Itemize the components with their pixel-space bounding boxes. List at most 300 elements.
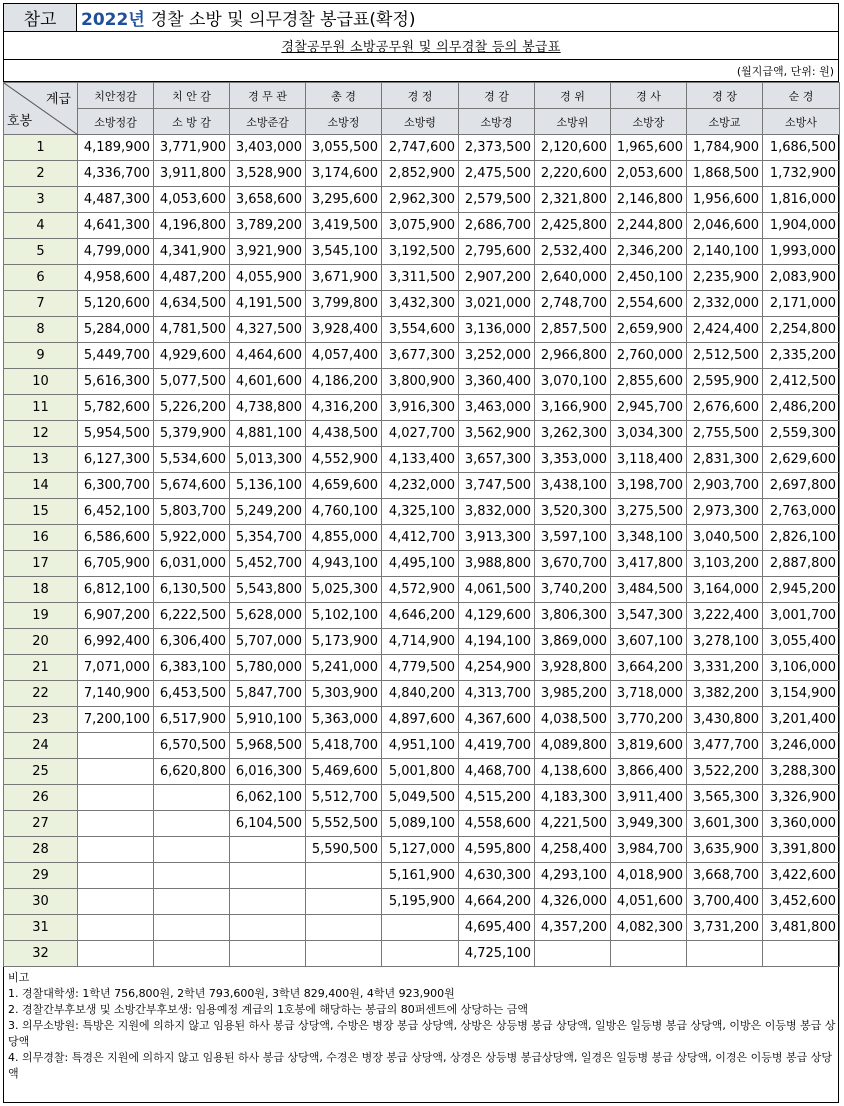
salary-cell: 4,341,900 xyxy=(154,239,230,265)
salary-cell xyxy=(230,889,306,915)
salary-cell: 5,363,000 xyxy=(306,707,382,733)
salary-cell: 4,412,700 xyxy=(382,525,459,551)
salary-cell: 4,951,100 xyxy=(382,733,459,759)
salary-cell: 3,222,400 xyxy=(687,603,763,629)
column-header-fire: 소방교 xyxy=(687,109,763,135)
salary-cell xyxy=(306,915,382,941)
salary-cell xyxy=(154,915,230,941)
salary-cell: 3,747,500 xyxy=(459,473,535,499)
salary-cell: 4,336,700 xyxy=(78,161,154,187)
salary-cell: 2,321,800 xyxy=(535,187,611,213)
salary-cell: 6,570,500 xyxy=(154,733,230,759)
salary-cell: 4,254,900 xyxy=(459,655,535,681)
salary-cell: 3,288,300 xyxy=(763,759,840,785)
salary-cell: 5,025,300 xyxy=(306,577,382,603)
salary-cell xyxy=(230,837,306,863)
salary-cell: 6,452,100 xyxy=(78,499,154,525)
salary-cell: 3,928,800 xyxy=(535,655,611,681)
table-row xyxy=(4,889,840,915)
salary-cell: 4,057,400 xyxy=(306,343,382,369)
salary-cell: 3,430,800 xyxy=(687,707,763,733)
step-cell: 30 xyxy=(4,889,78,915)
step-cell: 8 xyxy=(4,317,78,343)
salary-cell xyxy=(687,941,763,967)
salary-cell: 4,327,500 xyxy=(230,317,306,343)
salary-cell xyxy=(382,915,459,941)
salary-cell: 2,903,700 xyxy=(687,473,763,499)
salary-cell: 3,668,700 xyxy=(687,863,763,889)
salary-cell: 2,532,400 xyxy=(535,239,611,265)
salary-cell: 2,755,500 xyxy=(687,421,763,447)
salary-cell: 3,658,600 xyxy=(230,187,306,213)
salary-cell xyxy=(306,863,382,889)
salary-cell: 2,676,600 xyxy=(687,395,763,421)
step-cell: 5 xyxy=(4,239,78,265)
salary-cell: 2,760,000 xyxy=(611,343,687,369)
table-row xyxy=(4,863,840,889)
salary-cell: 6,517,900 xyxy=(154,707,230,733)
salary-cell: 3,262,300 xyxy=(535,421,611,447)
step-cell: 12 xyxy=(4,421,78,447)
step-cell: 9 xyxy=(4,343,78,369)
salary-cell: 2,945,200 xyxy=(763,577,840,603)
salary-cell: 4,929,600 xyxy=(154,343,230,369)
salary-cell: 2,220,600 xyxy=(535,161,611,187)
salary-cell: 2,973,300 xyxy=(687,499,763,525)
salary-cell: 3,192,500 xyxy=(382,239,459,265)
salary-cell: 4,897,600 xyxy=(382,707,459,733)
salary-cell: 4,326,000 xyxy=(535,889,611,915)
salary-cell: 5,922,000 xyxy=(154,525,230,551)
column-header-fire: 소 방 감 xyxy=(154,109,230,135)
salary-cell: 5,707,000 xyxy=(230,629,306,655)
salary-cell: 5,782,600 xyxy=(78,395,154,421)
salary-cell: 3,657,300 xyxy=(459,447,535,473)
salary-cell: 4,051,600 xyxy=(611,889,687,915)
salary-cell: 5,077,500 xyxy=(154,369,230,395)
unit-row xyxy=(4,60,838,82)
table-row xyxy=(4,291,840,317)
title-year: 2022년 xyxy=(81,10,145,30)
salary-cell: 5,628,000 xyxy=(230,603,306,629)
salary-cell: 4,487,200 xyxy=(154,265,230,291)
salary-cell: 5,552,500 xyxy=(306,811,382,837)
salary-cell: 5,136,100 xyxy=(230,473,306,499)
salary-cell: 5,674,600 xyxy=(154,473,230,499)
salary-cell: 2,831,300 xyxy=(687,447,763,473)
salary-cell: 2,907,200 xyxy=(459,265,535,291)
salary-cell: 4,595,800 xyxy=(459,837,535,863)
salary-cell: 5,910,100 xyxy=(230,707,306,733)
salary-cell xyxy=(78,785,154,811)
salary-cell: 5,968,500 xyxy=(230,733,306,759)
salary-cell: 3,916,300 xyxy=(382,395,459,421)
salary-cell: 3,422,600 xyxy=(763,863,840,889)
salary-cell: 3,522,200 xyxy=(687,759,763,785)
step-cell: 15 xyxy=(4,499,78,525)
salary-cell: 3,353,000 xyxy=(535,447,611,473)
salary-cell: 4,738,800 xyxy=(230,395,306,421)
salary-cell: 4,194,100 xyxy=(459,629,535,655)
salary-cell: 3,869,000 xyxy=(535,629,611,655)
salary-cell: 6,104,500 xyxy=(230,811,306,837)
salary-cell: 3,419,500 xyxy=(306,213,382,239)
salary-cell: 5,284,000 xyxy=(78,317,154,343)
salary-cell: 2,763,000 xyxy=(763,499,840,525)
salary-cell: 4,367,600 xyxy=(459,707,535,733)
salary-cell: 3,246,000 xyxy=(763,733,840,759)
salary-table-body xyxy=(4,135,840,967)
salary-cell: 4,258,400 xyxy=(535,837,611,863)
salary-cell: 6,031,000 xyxy=(154,551,230,577)
salary-cell: 2,795,600 xyxy=(459,239,535,265)
salary-cell: 3,252,000 xyxy=(459,343,535,369)
salary-cell: 3,949,300 xyxy=(611,811,687,837)
salary-cell xyxy=(154,941,230,967)
salary-cell: 3,677,300 xyxy=(382,343,459,369)
salary-cell: 3,136,000 xyxy=(459,317,535,343)
salary-cell: 6,130,500 xyxy=(154,577,230,603)
salary-cell: 5,590,500 xyxy=(306,837,382,863)
salary-cell: 3,164,000 xyxy=(687,577,763,603)
salary-cell: 6,127,300 xyxy=(78,447,154,473)
salary-cell: 4,186,200 xyxy=(306,369,382,395)
salary-cell: 1,784,900 xyxy=(687,135,763,161)
salary-cell: 4,840,200 xyxy=(382,681,459,707)
salary-cell: 2,254,800 xyxy=(763,317,840,343)
salary-cell: 5,543,800 xyxy=(230,577,306,603)
column-header-fire: 소방준감 xyxy=(230,109,306,135)
salary-cell: 3,382,200 xyxy=(687,681,763,707)
salary-cell: 2,826,100 xyxy=(763,525,840,551)
salary-cell: 4,061,500 xyxy=(459,577,535,603)
salary-cell: 3,866,400 xyxy=(611,759,687,785)
top-header xyxy=(4,4,838,32)
salary-cell: 3,103,200 xyxy=(687,551,763,577)
salary-cell: 4,129,600 xyxy=(459,603,535,629)
salary-cell: 2,697,800 xyxy=(763,473,840,499)
salary-cell: 3,565,300 xyxy=(687,785,763,811)
salary-cell: 3,911,400 xyxy=(611,785,687,811)
salary-cell: 4,515,200 xyxy=(459,785,535,811)
table-row xyxy=(4,213,840,239)
salary-cell: 4,572,900 xyxy=(382,577,459,603)
salary-cell: 3,391,800 xyxy=(763,837,840,863)
table-row xyxy=(4,785,840,811)
column-header-police: 순 경 xyxy=(763,83,840,109)
column-header-police: 경 무 관 xyxy=(230,83,306,109)
salary-cell: 6,062,100 xyxy=(230,785,306,811)
table-row xyxy=(4,733,840,759)
column-header-police: 경 장 xyxy=(687,83,763,109)
salary-cell: 4,714,900 xyxy=(382,629,459,655)
salary-cell: 2,857,500 xyxy=(535,317,611,343)
step-cell: 19 xyxy=(4,603,78,629)
salary-cell: 4,958,600 xyxy=(78,265,154,291)
column-header-fire: 소방위 xyxy=(535,109,611,135)
salary-cell: 3,806,300 xyxy=(535,603,611,629)
salary-cell: 3,040,500 xyxy=(687,525,763,551)
step-cell: 27 xyxy=(4,811,78,837)
salary-cell: 4,293,100 xyxy=(535,863,611,889)
step-cell: 13 xyxy=(4,447,78,473)
salary-cell: 3,731,200 xyxy=(687,915,763,941)
salary-cell xyxy=(611,941,687,967)
salary-cell: 4,138,600 xyxy=(535,759,611,785)
salary-cell: 1,904,000 xyxy=(763,213,840,239)
salary-cell: 2,747,600 xyxy=(382,135,459,161)
salary-cell: 3,154,900 xyxy=(763,681,840,707)
salary-cell: 3,348,100 xyxy=(611,525,687,551)
salary-cell: 4,779,500 xyxy=(382,655,459,681)
column-header-police: 치안정감 xyxy=(78,83,154,109)
salary-cell: 2,235,900 xyxy=(687,265,763,291)
salary-cell: 2,640,000 xyxy=(535,265,611,291)
salary-cell: 3,360,000 xyxy=(763,811,840,837)
salary-cell: 2,855,600 xyxy=(611,369,687,395)
column-header-police: 총 경 xyxy=(306,83,382,109)
salary-cell: 4,189,900 xyxy=(78,135,154,161)
table-row xyxy=(4,161,840,187)
salary-table xyxy=(3,82,840,967)
salary-cell: 2,146,800 xyxy=(611,187,687,213)
salary-cell: 4,855,000 xyxy=(306,525,382,551)
salary-cell: 2,332,000 xyxy=(687,291,763,317)
salary-cell: 3,635,900 xyxy=(687,837,763,863)
step-cell: 18 xyxy=(4,577,78,603)
salary-cell: 2,424,400 xyxy=(687,317,763,343)
salary-cell: 4,760,100 xyxy=(306,499,382,525)
salary-cell xyxy=(154,863,230,889)
salary-cell: 2,046,600 xyxy=(687,213,763,239)
salary-cell: 2,475,500 xyxy=(459,161,535,187)
salary-cell: 4,183,300 xyxy=(535,785,611,811)
salary-cell: 3,055,400 xyxy=(763,629,840,655)
salary-cell: 3,700,400 xyxy=(687,889,763,915)
salary-cell xyxy=(78,759,154,785)
column-header-fire: 소방사 xyxy=(763,109,840,135)
salary-cell: 4,419,700 xyxy=(459,733,535,759)
salary-cell: 4,357,200 xyxy=(535,915,611,941)
salary-cell: 3,295,600 xyxy=(306,187,382,213)
salary-cell: 5,249,200 xyxy=(230,499,306,525)
salary-cell: 4,313,700 xyxy=(459,681,535,707)
step-cell: 1 xyxy=(4,135,78,161)
salary-cell: 5,102,100 xyxy=(306,603,382,629)
salary-cell xyxy=(306,941,382,967)
table-row xyxy=(4,317,840,343)
step-cell: 11 xyxy=(4,395,78,421)
salary-cell: 2,244,800 xyxy=(611,213,687,239)
salary-cell: 1,993,000 xyxy=(763,239,840,265)
salary-cell: 7,140,900 xyxy=(78,681,154,707)
step-cell: 22 xyxy=(4,681,78,707)
corner-step-label: 호봉 xyxy=(7,114,33,129)
salary-cell: 3,477,700 xyxy=(687,733,763,759)
salary-cell: 3,670,700 xyxy=(535,551,611,577)
table-row xyxy=(4,525,840,551)
salary-cell: 6,586,600 xyxy=(78,525,154,551)
salary-cell: 5,303,900 xyxy=(306,681,382,707)
salary-cell: 3,985,200 xyxy=(535,681,611,707)
salary-cell: 3,921,900 xyxy=(230,239,306,265)
salary-cell: 2,595,900 xyxy=(687,369,763,395)
salary-cell xyxy=(230,863,306,889)
table-row xyxy=(4,343,840,369)
salary-cell: 3,198,700 xyxy=(611,473,687,499)
step-cell: 20 xyxy=(4,629,78,655)
salary-cell: 3,417,800 xyxy=(611,551,687,577)
salary-cell: 3,201,400 xyxy=(763,707,840,733)
salary-cell: 4,630,300 xyxy=(459,863,535,889)
salary-cell: 5,127,000 xyxy=(382,837,459,863)
salary-cell: 4,943,100 xyxy=(306,551,382,577)
salary-cell: 6,907,200 xyxy=(78,603,154,629)
salary-cell: 3,545,100 xyxy=(306,239,382,265)
step-cell: 29 xyxy=(4,863,78,889)
salary-cell: 7,200,100 xyxy=(78,707,154,733)
salary-cell: 2,748,700 xyxy=(535,291,611,317)
salary-cell: 3,520,300 xyxy=(535,499,611,525)
table-row xyxy=(4,499,840,525)
salary-cell: 4,018,900 xyxy=(611,863,687,889)
salary-cell: 6,383,100 xyxy=(154,655,230,681)
salary-cell: 2,425,800 xyxy=(535,213,611,239)
salary-document xyxy=(3,3,839,1103)
column-header-police: 경 정 xyxy=(382,83,459,109)
salary-cell: 5,241,000 xyxy=(306,655,382,681)
salary-cell: 6,300,700 xyxy=(78,473,154,499)
step-cell: 7 xyxy=(4,291,78,317)
salary-cell: 2,450,100 xyxy=(611,265,687,291)
salary-cell xyxy=(154,837,230,863)
step-cell: 6 xyxy=(4,265,78,291)
salary-cell: 3,913,300 xyxy=(459,525,535,551)
salary-cell: 4,055,900 xyxy=(230,265,306,291)
table-row xyxy=(4,811,840,837)
salary-cell: 2,335,200 xyxy=(763,343,840,369)
salary-cell: 4,601,600 xyxy=(230,369,306,395)
salary-cell: 5,161,900 xyxy=(382,863,459,889)
salary-cell: 3,432,300 xyxy=(382,291,459,317)
table-row xyxy=(4,239,840,265)
salary-cell xyxy=(535,941,611,967)
step-cell: 17 xyxy=(4,551,78,577)
salary-cell: 3,562,900 xyxy=(459,421,535,447)
salary-cell: 1,965,600 xyxy=(611,135,687,161)
salary-cell: 3,832,000 xyxy=(459,499,535,525)
step-cell: 4 xyxy=(4,213,78,239)
salary-cell: 3,311,500 xyxy=(382,265,459,291)
salary-cell: 2,887,800 xyxy=(763,551,840,577)
step-cell: 26 xyxy=(4,785,78,811)
header-row-police xyxy=(4,83,840,109)
salary-cell: 4,487,300 xyxy=(78,187,154,213)
salary-cell: 3,166,900 xyxy=(535,395,611,421)
salary-cell: 3,275,500 xyxy=(611,499,687,525)
salary-cell: 3,771,900 xyxy=(154,135,230,161)
salary-cell: 2,140,100 xyxy=(687,239,763,265)
salary-cell xyxy=(154,889,230,915)
salary-cell: 2,945,700 xyxy=(611,395,687,421)
column-header-fire: 소방령 xyxy=(382,109,459,135)
salary-cell: 4,133,400 xyxy=(382,447,459,473)
salary-cell: 6,222,500 xyxy=(154,603,230,629)
salary-cell xyxy=(78,889,154,915)
notes-heading: 비고 xyxy=(8,971,30,984)
step-cell: 10 xyxy=(4,369,78,395)
salary-cell: 2,512,500 xyxy=(687,343,763,369)
salary-cell: 4,191,500 xyxy=(230,291,306,317)
salary-cell: 3,001,700 xyxy=(763,603,840,629)
table-row xyxy=(4,629,840,655)
salary-cell: 2,686,700 xyxy=(459,213,535,239)
salary-cell xyxy=(78,811,154,837)
salary-cell: 5,418,700 xyxy=(306,733,382,759)
salary-cell: 4,089,800 xyxy=(535,733,611,759)
salary-cell: 6,453,500 xyxy=(154,681,230,707)
salary-cell: 4,325,100 xyxy=(382,499,459,525)
salary-cell: 4,641,300 xyxy=(78,213,154,239)
salary-cell: 3,547,300 xyxy=(611,603,687,629)
salary-cell: 3,819,600 xyxy=(611,733,687,759)
salary-cell: 3,326,900 xyxy=(763,785,840,811)
salary-cell: 5,512,700 xyxy=(306,785,382,811)
salary-cell: 2,966,800 xyxy=(535,343,611,369)
salary-cell: 3,928,400 xyxy=(306,317,382,343)
salary-cell xyxy=(154,785,230,811)
salary-cell: 5,195,900 xyxy=(382,889,459,915)
salary-cell: 2,053,600 xyxy=(611,161,687,187)
table-row xyxy=(4,369,840,395)
salary-cell: 4,316,200 xyxy=(306,395,382,421)
salary-cell: 3,718,000 xyxy=(611,681,687,707)
column-header-police: 치 안 감 xyxy=(154,83,230,109)
salary-cell xyxy=(78,863,154,889)
step-cell: 16 xyxy=(4,525,78,551)
salary-cell: 6,306,400 xyxy=(154,629,230,655)
salary-cell: 1,732,900 xyxy=(763,161,840,187)
salary-cell: 3,554,600 xyxy=(382,317,459,343)
salary-cell: 3,984,700 xyxy=(611,837,687,863)
salary-cell: 3,452,600 xyxy=(763,889,840,915)
salary-cell: 3,075,900 xyxy=(382,213,459,239)
salary-cell: 4,082,300 xyxy=(611,915,687,941)
salary-cell: 3,664,200 xyxy=(611,655,687,681)
salary-cell: 3,597,100 xyxy=(535,525,611,551)
salary-cell: 1,816,000 xyxy=(763,187,840,213)
step-cell: 3 xyxy=(4,187,78,213)
salary-cell: 5,847,700 xyxy=(230,681,306,707)
salary-cell: 3,988,800 xyxy=(459,551,535,577)
page-title xyxy=(77,4,838,31)
table-row xyxy=(4,577,840,603)
salary-cell: 4,464,600 xyxy=(230,343,306,369)
note-line-2: 2. 경찰간부후보생 및 소방간부후보생: 임용예정 계급의 1호봉에 해당하는 봉급의 80퍼센트에 상당하는 금액 xyxy=(8,1003,528,1016)
step-cell: 14 xyxy=(4,473,78,499)
table-row xyxy=(4,265,840,291)
salary-cell: 4,881,100 xyxy=(230,421,306,447)
salary-cell: 3,800,900 xyxy=(382,369,459,395)
salary-cell: 6,992,400 xyxy=(78,629,154,655)
salary-cell: 5,354,700 xyxy=(230,525,306,551)
salary-cell: 2,486,200 xyxy=(763,395,840,421)
table-row xyxy=(4,473,840,499)
step-cell: 28 xyxy=(4,837,78,863)
salary-cell: 5,379,900 xyxy=(154,421,230,447)
salary-cell: 3,528,900 xyxy=(230,161,306,187)
column-header-police: 경 사 xyxy=(611,83,687,109)
